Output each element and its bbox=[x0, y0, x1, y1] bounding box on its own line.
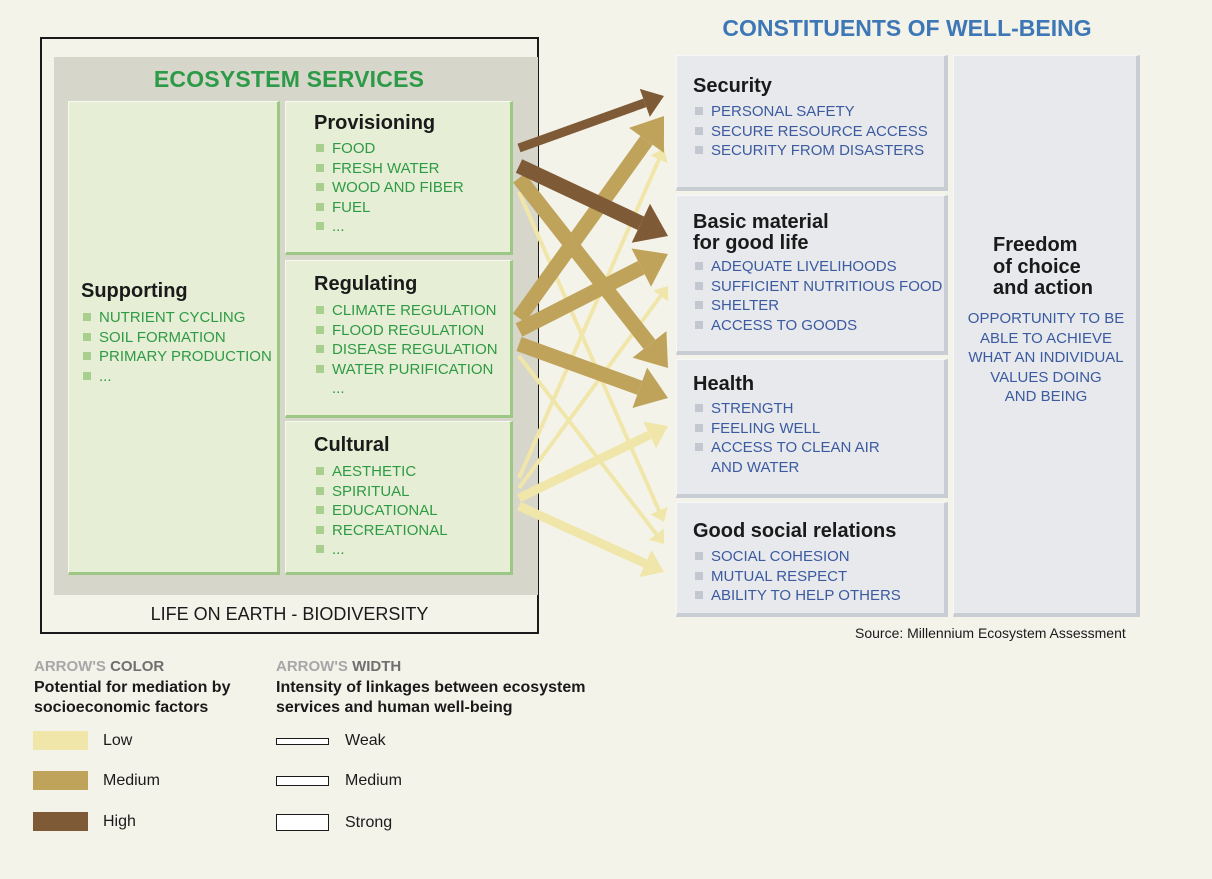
list-item: SECURE RESOURCE ACCESS bbox=[695, 122, 928, 142]
list-item: AESTHETIC bbox=[316, 462, 448, 482]
list-item: ... bbox=[83, 367, 272, 387]
legend-label-low: Low bbox=[103, 732, 133, 749]
freedom-title: Freedom of choice and action bbox=[993, 234, 1094, 299]
bullet-icon bbox=[316, 164, 324, 172]
bullet-icon bbox=[695, 301, 703, 309]
bullet-icon bbox=[316, 487, 324, 495]
linkage-arrow-2 bbox=[519, 159, 659, 478]
linkage-arrow-3 bbox=[519, 296, 661, 488]
legend-color-description: Potential for mediation by socioeconomic factors bbox=[34, 679, 231, 716]
bullet-icon bbox=[695, 127, 703, 135]
legend-swatch-high bbox=[33, 812, 88, 831]
health-card bbox=[676, 359, 948, 498]
cultural-card bbox=[285, 421, 513, 575]
linkage-arrow-1 bbox=[519, 356, 656, 534]
provisioning-card bbox=[285, 101, 513, 255]
bullet-icon bbox=[316, 306, 324, 314]
list-item: CLIMATE REGULATION bbox=[316, 301, 498, 321]
bullet-icon bbox=[695, 107, 703, 115]
bullet-icon bbox=[695, 572, 703, 580]
linkage-arrowhead-2 bbox=[650, 148, 667, 163]
legend-width-strong bbox=[276, 814, 329, 831]
bullet-icon bbox=[316, 545, 324, 553]
linkage-arrowhead-9 bbox=[632, 368, 668, 408]
list-item: PERSONAL SAFETY bbox=[695, 102, 928, 122]
health-title: Health bbox=[693, 373, 755, 395]
list-item: FRESH WATER bbox=[316, 159, 464, 179]
bullet-icon bbox=[316, 183, 324, 191]
list-item: AND WATER bbox=[711, 458, 800, 476]
cultural-title: Cultural bbox=[314, 434, 390, 456]
bullet-icon bbox=[695, 443, 703, 451]
supporting-title: Supporting bbox=[81, 280, 188, 302]
bullet-icon bbox=[695, 282, 703, 290]
cultural-list bbox=[316, 462, 448, 560]
provisioning-list bbox=[316, 139, 464, 237]
list-item: ... bbox=[316, 217, 464, 237]
bullet-icon bbox=[695, 424, 703, 432]
list-item: DISEASE REGULATION bbox=[316, 340, 498, 360]
list-item: NUTRIENT CYCLING bbox=[83, 308, 272, 328]
bullet-icon bbox=[695, 262, 703, 270]
legend-width-heading: ARROW'S WIDTH bbox=[276, 658, 402, 675]
list-item: ACCESS TO GOODS bbox=[695, 316, 942, 336]
list-item: STRENGTH bbox=[695, 399, 880, 419]
biodiversity-label: LIFE ON EARTH - BIODIVERSITY bbox=[150, 604, 429, 624]
bullet-icon bbox=[316, 506, 324, 514]
list-item: WOOD AND FIBER bbox=[316, 178, 464, 198]
list-item: SECURITY FROM DISASTERS bbox=[695, 141, 928, 161]
linkage-arrowhead-3 bbox=[653, 286, 668, 302]
legend-width-label-weak: Weak bbox=[345, 732, 386, 749]
bullet-icon bbox=[316, 203, 324, 211]
well-being-title: CONSTITUENTS OF WELL-BEING bbox=[722, 15, 1092, 41]
list-item: ABILITY TO HELP OTHERS bbox=[695, 586, 901, 606]
linkage-arrowhead-7 bbox=[629, 116, 664, 153]
bullet-icon bbox=[83, 352, 91, 360]
linkage-arrowhead-4 bbox=[643, 421, 668, 448]
list-item: RECREATIONAL bbox=[316, 521, 448, 541]
bullet-icon bbox=[316, 467, 324, 475]
regulating-card bbox=[285, 260, 513, 418]
linkage-arrowhead-8 bbox=[632, 248, 668, 286]
regulating-title: Regulating bbox=[314, 273, 418, 295]
bullet-icon bbox=[316, 365, 324, 373]
list-item: FEELING WELL bbox=[695, 419, 880, 439]
legend-width-weak bbox=[276, 738, 329, 745]
linkage-arrow-0 bbox=[519, 192, 659, 511]
list-item: FOOD bbox=[316, 139, 464, 159]
supporting-list bbox=[83, 308, 272, 386]
bullet-icon bbox=[316, 345, 324, 353]
list-item: FUEL bbox=[316, 198, 464, 218]
list-item: MUTUAL RESPECT bbox=[695, 567, 901, 587]
bullet-icon bbox=[316, 222, 324, 230]
legend-label-high: High bbox=[103, 813, 136, 830]
basic-material-list bbox=[695, 257, 942, 335]
list-item: EDUCATIONAL bbox=[316, 501, 448, 521]
legend-width-label-strong: Strong bbox=[345, 814, 393, 831]
legend-swatch-medium bbox=[33, 771, 88, 790]
list-item: SOIL FORMATION bbox=[83, 328, 272, 348]
freedom-description: OPPORTUNITY TO BE ABLE TO ACHIEVE WHAT AN INDIVIDUAL VALUES DOING AND BEING bbox=[967, 310, 1125, 405]
list-item: FLOOD REGULATION bbox=[316, 321, 498, 341]
linkage-arrowhead-5 bbox=[639, 550, 664, 577]
legend-width-label-medium: Medium bbox=[345, 772, 402, 789]
legend-label-medium: Medium bbox=[103, 772, 160, 789]
list-item: WATER PURIFICATION bbox=[316, 360, 498, 380]
legend-width-medium bbox=[276, 776, 329, 786]
security-title: Security bbox=[693, 75, 772, 97]
linkage-arrowhead-11 bbox=[632, 204, 668, 243]
linkage-arrowhead-6 bbox=[633, 331, 668, 368]
basic-material-title: Basic material for good life bbox=[693, 211, 829, 254]
bullet-icon bbox=[83, 372, 91, 380]
bullet-icon bbox=[316, 526, 324, 534]
supporting-card bbox=[68, 101, 280, 575]
linkage-arrowhead-0 bbox=[650, 507, 667, 522]
social-relations-card bbox=[676, 502, 948, 617]
legend-color-heading: ARROW'S COLOR bbox=[34, 658, 165, 675]
list-item: ADEQUATE LIVELIHOODS bbox=[695, 257, 942, 277]
social-relations-title: Good social relations bbox=[693, 520, 897, 542]
basic-material-card bbox=[676, 195, 948, 355]
bullet-icon bbox=[695, 552, 703, 560]
list-item: PRIMARY PRODUCTION bbox=[83, 347, 272, 367]
list-item: SUFFICIENT NUTRITIOUS FOOD bbox=[695, 277, 942, 297]
bullet-icon bbox=[695, 146, 703, 154]
security-list bbox=[695, 102, 928, 161]
bullet-icon bbox=[695, 321, 703, 329]
list-item: SPIRITUAL bbox=[316, 482, 448, 502]
provisioning-title: Provisioning bbox=[314, 112, 436, 134]
ecosystem-services-title: ECOSYSTEM SERVICES bbox=[153, 66, 425, 92]
list-item: SOCIAL COHESION bbox=[695, 547, 901, 567]
bullet-icon bbox=[83, 333, 91, 341]
bullet-icon bbox=[695, 591, 703, 599]
security-card bbox=[676, 55, 948, 191]
bullet-icon bbox=[83, 313, 91, 321]
social-relations-list bbox=[695, 547, 901, 606]
legend-swatch-low bbox=[33, 731, 88, 750]
list-item: ... bbox=[316, 540, 448, 560]
bullet-icon bbox=[316, 326, 324, 334]
source-note: Source: Millennium Ecosystem Assessment bbox=[855, 625, 1126, 641]
health-list bbox=[695, 399, 880, 477]
linkage-arrowhead-10 bbox=[640, 89, 664, 117]
linkage-arrowhead-1 bbox=[649, 528, 664, 544]
list-item: ... bbox=[332, 380, 345, 397]
list-item: ACCESS TO CLEAN AIR bbox=[695, 438, 880, 458]
legend-width-description: Intensity of linkages between ecosystem services and human well-being bbox=[276, 679, 586, 716]
bullet-icon bbox=[316, 144, 324, 152]
list-item: SHELTER bbox=[695, 296, 942, 316]
regulating-list bbox=[316, 301, 498, 399]
bullet-icon bbox=[695, 404, 703, 412]
